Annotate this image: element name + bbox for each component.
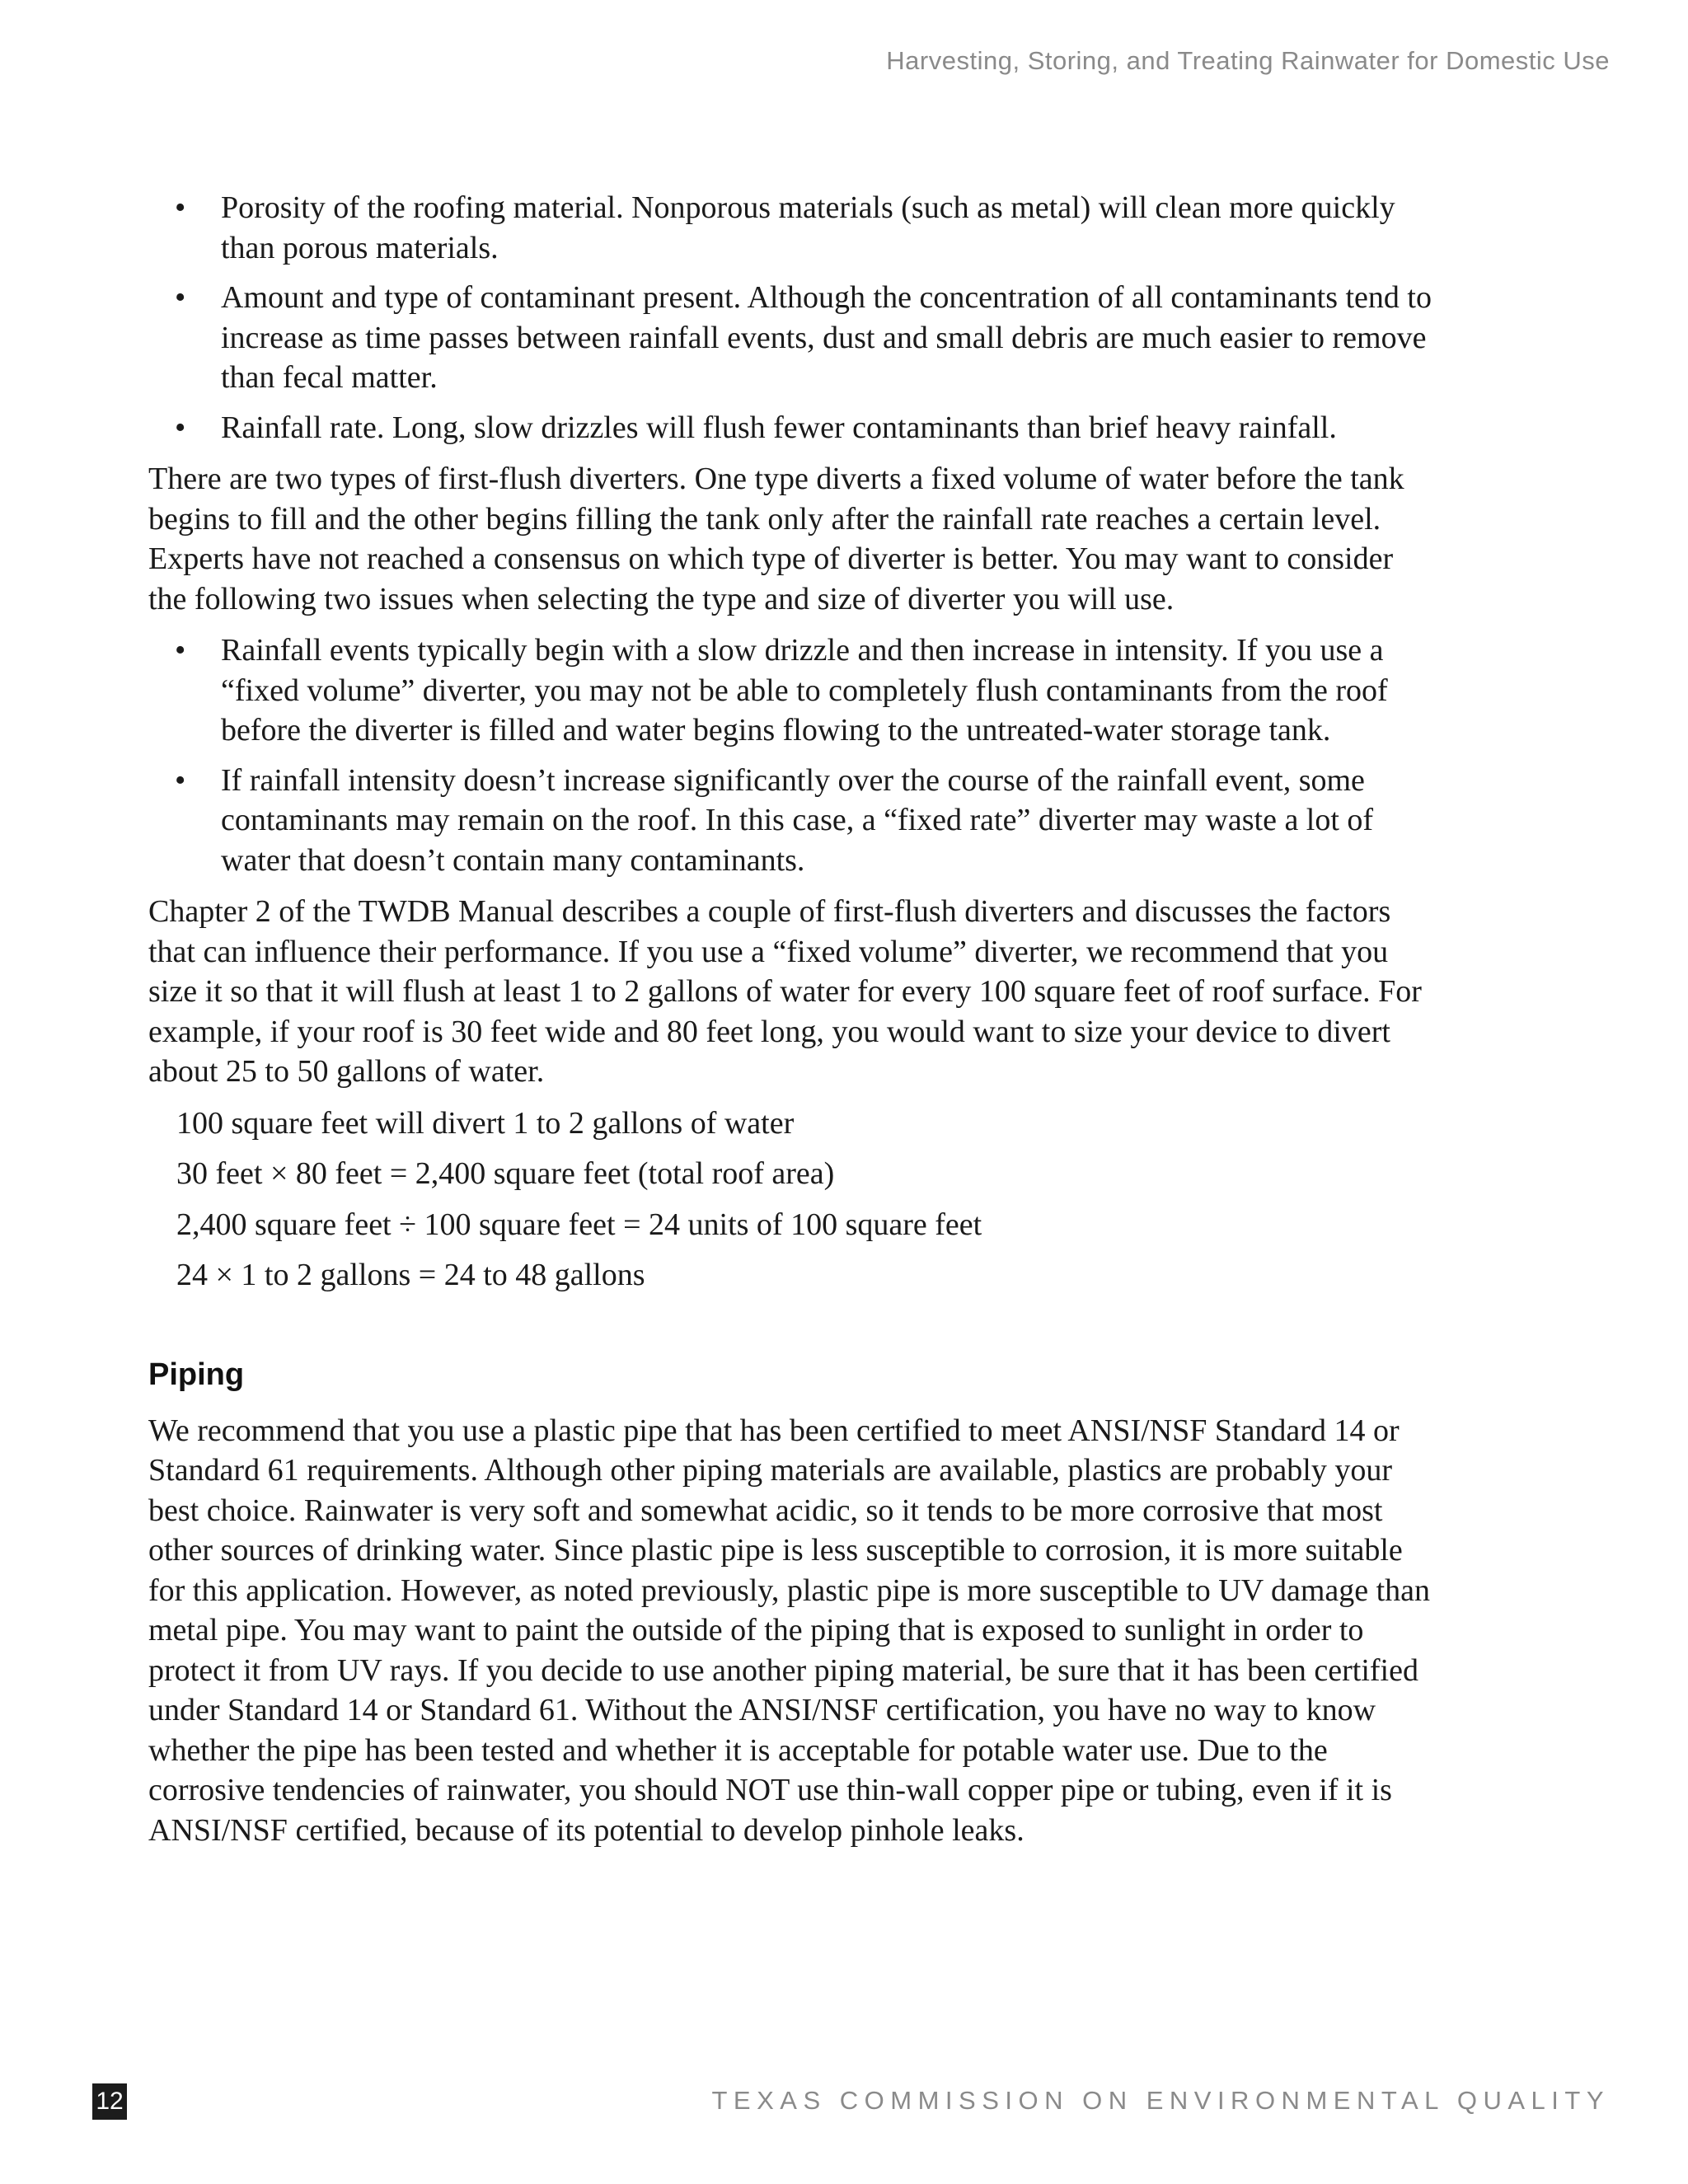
factors-bullet-list [148,188,1438,448]
calculation-line: 30 feet × 80 feet = 2,400 square feet (total roof area) [176,1156,835,1191]
list-item: • Rainfall rate. Long, slow drizzles will flush fewer contaminants than brief heavy rainfall. [148,408,1438,448]
calculation-line: 100 square feet will divert 1 to 2 gallons of water [176,1105,795,1141]
list-item: • Rainfall events typically begin with a slow drizzle and then increase in intensity. If you use a “fixed volume” diverter, you may not be able to completely flush contaminants from the roof before the diverter is filled and water begins flowing to the untreated-water storage tank. [148,630,1438,751]
calculation-line: 24 × 1 to 2 gallons = 24 to 48 gallons [176,1258,645,1292]
piping-paragraph: We recommend that you use a plastic pipe that has been certified to meet ANSI/NSF Standard 14 or Standard 61 requirements. Although other piping materials are available, plastics are probably your best choice. Rainwater is very soft and somewhat acidic, so it tends to be more corrosive that most other sources of drinking water. Since plastic pipe is less susceptible to corrosion, it is more suitable for this application. However, as noted previously, plastic pipe is more susceptible to UV damage than metal pipe. You may want to paint the outside of the piping that is exposed to sunlight in order to protect it from UV rays. If you decide to use another piping material, be sure that it has been certified under Standard 14 or Standard 61. Without the ANSI/NSF certification, you have no way to know whether the pipe has been tested and whether it is acceptable for potable water use. Due to the corrosive tendencies of rainwater, you should NOT use thin-wall copper pipe or tubing, even if it is ANSI/NSF certified, because of its potential to develop pinhole leaks. [148,1413,1431,1848]
calculation-line: 2,400 square feet ÷ 100 square feet = 24 units of 100 square feet [176,1207,982,1242]
piping-heading: Piping [148,1357,245,1392]
page-body [148,188,1438,1862]
list-item: • Porosity of the roofing material. Nonporous materials (such as metal) will clean more quickly than porous materials. [148,188,1438,268]
diverter-types-paragraph: There are two types of first-flush diverters. One type diverts a fixed volume of water before the tank begins to fill and the other begins filling the tank only after the rainfall rate reaches a certain level. Experts have not reached a consensus on which type of diverter is better. You may want to consider the following two issues when selecting the type and size of diverter you will use. [148,462,1404,616]
footer-organization: TEXAS COMMISSION ON ENVIRONMENTAL QUALITY [711,2086,1610,2115]
chapter2-paragraph: Chapter 2 of the TWDB Manual describes a couple of first-flush diverters and discusses the factors that can influence their performance. If you use a “fixed volume” diverter, we recommend that you size it so that it will flush at least 1 to 2 gallons of water for every 100 square feet of roof surface. For example, if your roof is 30 feet wide and 80 feet long, you would want to size your device to divert about 25 to 50 gallons of water. [148,894,1422,1089]
running-header: Harvesting, Storing, and Treating Rainwater for Domestic Use [886,46,1610,75]
list-item: • If rainfall intensity doesn’t increase significantly over the course of the rainfall event, some contaminants may remain on the roof. In this case, a “fixed rate” diverter may waste a lot of water that doesn’t contain many contaminants. [148,761,1438,881]
sizing-calculation [148,1104,1438,1296]
list-item: • Amount and type of contaminant present. Although the concentration of all contaminants tend to increase as time passes between rainfall events, dust and small debris are much easier to remove than fecal matter. [148,278,1438,398]
page-number: 12 [92,2083,127,2120]
diverter-issues-bullet-list [148,630,1438,880]
